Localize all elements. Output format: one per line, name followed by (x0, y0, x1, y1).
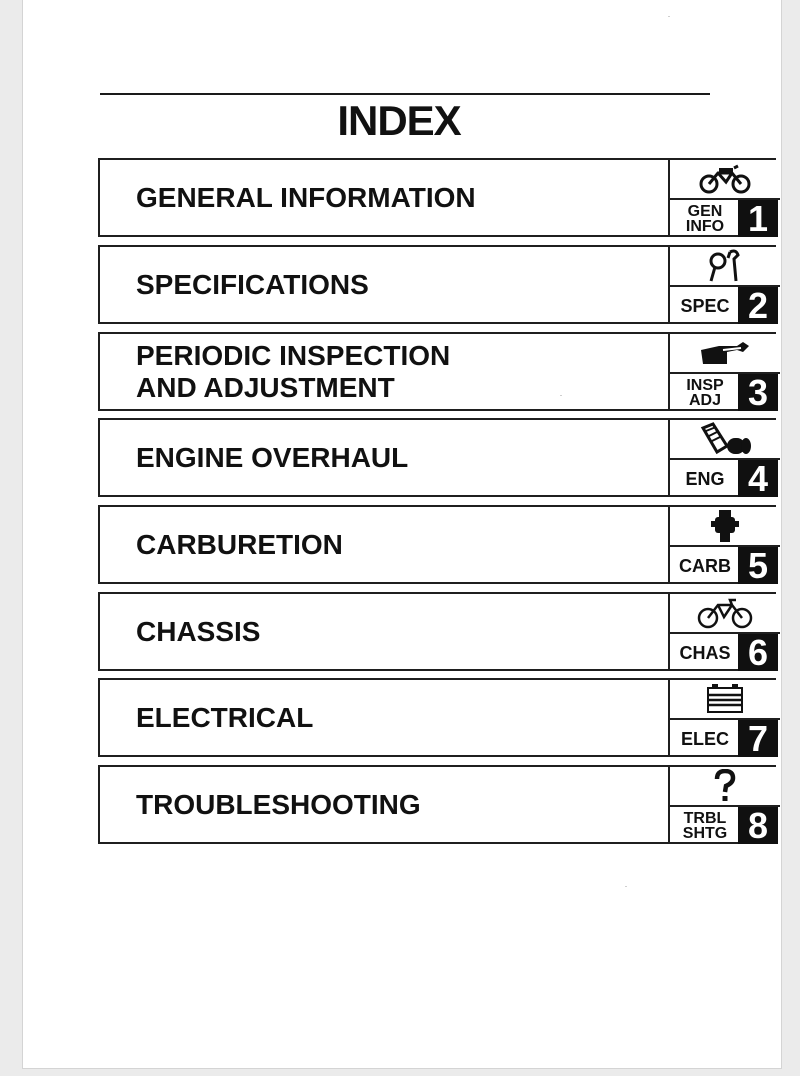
carburetor-icon (680, 509, 770, 543)
scan-speck (560, 395, 562, 396)
section-tab (668, 418, 778, 497)
index-entry-troubleshooting[interactable] (98, 765, 776, 844)
index-entry-periodic-inspection[interactable] (98, 332, 776, 411)
section-tab (668, 332, 778, 411)
section-label: GENERAL INFORMATION (136, 181, 476, 213)
section-label: CHASSIS (136, 615, 261, 647)
index-entry-general-information[interactable] (98, 158, 776, 237)
section-code: GEN INFO (685, 202, 725, 235)
section-label: SPECIFICATIONS (136, 268, 369, 300)
section-label: PERIODIC INSPECTION AND ADJUSTMENT (136, 339, 451, 403)
section-number: 4 (738, 460, 778, 497)
section-label: ENGINE OVERHAUL (136, 441, 409, 473)
section-number: 2 (738, 287, 778, 324)
index-entry-specifications[interactable] (98, 245, 776, 324)
section-code: ENG (685, 468, 725, 489)
engine-cylinder-icon (680, 422, 770, 456)
section-number: 7 (738, 720, 778, 757)
bicycle-frame-icon (680, 596, 770, 630)
section-number: 5 (738, 547, 778, 584)
question-mark-icon (680, 769, 770, 803)
section-tab (668, 505, 778, 584)
section-code: TRBL SHTG (682, 809, 728, 842)
section-tab (668, 678, 778, 757)
section-label: ELECTRICAL (136, 701, 314, 733)
motorcycle-icon (680, 162, 770, 196)
section-code: SPEC (680, 295, 730, 316)
section-label: CARBURETION (136, 528, 343, 560)
section-code: ELEC (680, 728, 729, 749)
scan-speck (668, 16, 670, 17)
index-entry-engine-overhaul[interactable] (98, 418, 776, 497)
section-number: 8 (738, 807, 778, 844)
page-title: INDEX (337, 97, 461, 144)
section-tab (668, 245, 778, 324)
section-code: INSP ADJ (686, 376, 724, 409)
scan-speck (625, 886, 627, 887)
tools-icon (680, 249, 770, 283)
section-number: 1 (738, 200, 778, 237)
section-number: 6 (738, 634, 778, 671)
section-label: TROUBLESHOOTING (136, 788, 421, 820)
index-entry-chassis[interactable] (98, 592, 776, 671)
section-tab (668, 158, 778, 237)
section-tab (668, 765, 778, 844)
section-code: CARB (679, 555, 731, 576)
index-entry-electrical[interactable] (98, 678, 776, 757)
index-entry-carburetion[interactable] (98, 505, 776, 584)
section-code: CHAS (679, 642, 731, 663)
wrench-hand-icon (680, 336, 770, 370)
section-tab (668, 592, 778, 671)
battery-icon (680, 682, 770, 716)
section-number: 3 (738, 374, 778, 411)
